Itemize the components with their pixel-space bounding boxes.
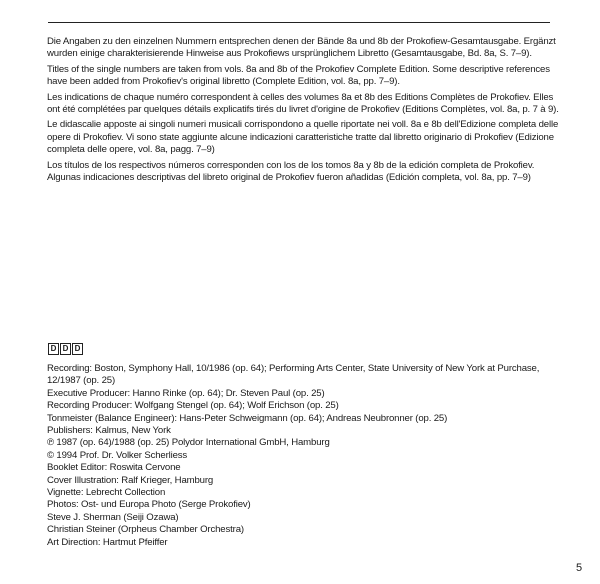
- note-italian: Le didascalie apposte ai singoli numeri musicali corrispondono a quelle riportate nei voll. 8a e 8b dell'Edizione completa delle opere di Prokofiev. Vi sono state aggiunte alcune indicazioni caratteristiche tratte dal libretto originario di Prokofiev (Edizione completa delle opere, vol. 8a, pagg. 7–9): [47, 119, 559, 156]
- credit-booklet-editor: Booklet Editor: Roswita Cervone: [47, 462, 181, 474]
- page-number: 5: [576, 562, 583, 574]
- credit-executive-producer: Executive Producer: Hanno Rinke (op. 64); Dr. Steven Paul (op. 25): [47, 387, 325, 399]
- production-credits: [47, 363, 567, 549]
- note-spanish: Los títulos de los respectivos números corresponden con los de los tomos 8a y 8b de la edición completa de Prokofiev. Algunas indicaciones descriptivas del libreto original de Prokofiev fueron añadidas (Edición completa, vol. 8a, pp. 7–9): [47, 159, 535, 184]
- credit-art-direction: Art Direction: Hartmut Pfeiffer: [47, 536, 168, 548]
- credit-copyright: © 1994 Prof. Dr. Volker Scherliess: [47, 449, 188, 461]
- ddd-letter: D: [60, 343, 71, 355]
- credit-recording-producer: Recording Producer: Wolfgang Stengel (op. 64); Wolf Erichson (op. 25): [47, 400, 339, 412]
- multilingual-notes: [47, 36, 567, 187]
- credit-photo-orchestra: Christian Steiner (Orpheus Chamber Orchestra): [47, 524, 244, 536]
- credit-photo-ozawa: Steve J. Sherman (Seiji Ozawa): [47, 511, 179, 523]
- credit-cover-illustration: Cover Illustration: Ralf Krieger, Hamburg: [47, 474, 214, 486]
- credit-vignette: Vignette: Lebrecht Collection: [47, 487, 166, 499]
- top-divider-rule: [48, 22, 550, 23]
- credit-phonographic-copyright: ℗ 1987 (op. 64)/1988 (op. 25) Polydor International GmbH, Hamburg: [47, 437, 330, 449]
- note-english: Titles of the single numbers are taken from vols. 8a and 8b of the Prokofiev Complete Edition. Some descriptive references have been added from Prokofiev's original libretto (Complete Edition, vol. 8a, pp. 7–9).: [47, 63, 550, 88]
- credit-recording: Recording: Boston, Symphony Hall, 10/1986 (op. 64); Performing Arts Center, State University of New York at Purchase, 12/1987 (op. 25): [47, 363, 540, 387]
- note-french: Les indications de chaque numéro correspondent à celles des volumes 8a et 8b des Editions Complètes de Prokofiev. Elles ont été complétées par quelques détails explicatifs tirés du livret d'origine de Prokofiev (Editions Complètes, vol. 8a, p. 7 à 9).: [47, 91, 559, 116]
- credit-tonmeister: Tonmeister (Balance Engineer): Hans-Peter Schweigmann (op. 64); Andreas Neubronner (op. 25): [47, 412, 448, 424]
- credit-photos: Photos: Ost- und Europa Photo (Serge Prokofiev): [47, 499, 251, 511]
- ddd-letter: D: [72, 343, 83, 355]
- ddd-letter: D: [48, 343, 59, 355]
- credit-publishers: Publishers: Kalmus, New York: [47, 425, 171, 437]
- note-german: Die Angaben zu den einzelnen Nummern entsprechen denen der Bände 8a und 8b der Prokofiew-Gesamtausgabe. Ergänzt wurden einige charakterisierende Hinweise aus Prokofiews ursprünglichem Libretto (Gesamtausgabe, Bd. 8a, S. 7–9).: [47, 36, 556, 60]
- ddd-recording-badge: [48, 343, 83, 355]
